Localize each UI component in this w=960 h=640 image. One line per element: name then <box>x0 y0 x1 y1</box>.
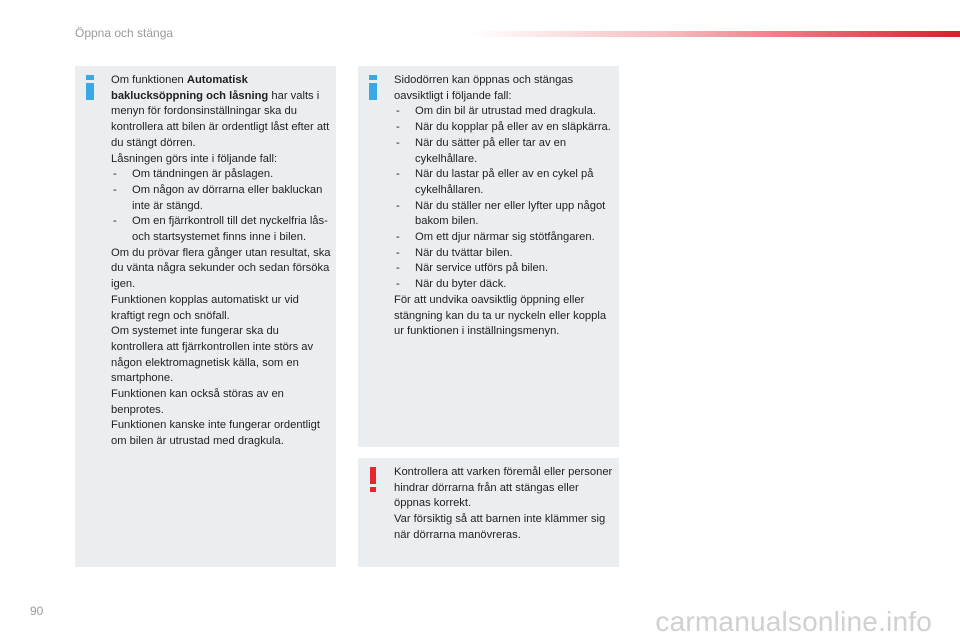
lock-heading: Låsningen görs inte i följande fall: <box>111 152 278 165</box>
page-number: 90 <box>30 604 44 618</box>
list-item: - När du kopplar på eller av en släpkärra. <box>394 120 616 136</box>
intro-paragraph: Om funktionen Automatisk baklucksöppning och låsning har valts i menyn för fordonsinställningar ska du kontrollera att bilen är ordentligt låst efter att du stängt dörren. <box>111 74 330 149</box>
info-text-right <box>394 73 616 340</box>
info-icon <box>86 75 94 100</box>
info-panel-side-door <box>358 66 619 447</box>
watermark: carmanualsonline.info <box>655 606 932 637</box>
list-item: - När du lastar på eller av en cykel på cykelhållaren. <box>394 167 616 198</box>
paragraph: Funktionen kan också störas av en benprotes. <box>111 388 284 416</box>
list-item: - När du sätter på eller tar av en cykelhållare. <box>394 136 616 167</box>
list-item: - Om tändningen är påslagen. <box>111 167 333 183</box>
list-item: - När du ställer ner eller lyfter upp något bakom bilen. <box>394 199 616 230</box>
lock-conditions-list <box>111 167 333 246</box>
header-accent-bar <box>470 31 960 37</box>
list-item: - Om din bil är utrustad med dragkula. <box>394 104 616 120</box>
outro-paragraph: För att undvika oavsiktlig öppning eller stängning kan du ta ur nyckeln eller koppla ur funktionen i inställningsmenyn. <box>394 293 607 338</box>
list-item: - När service utförs på bilen. <box>394 261 616 277</box>
list-item: - När du byter däck. <box>394 277 616 293</box>
list-item: - Om ett djur närmar sig stötfångaren. <box>394 230 616 246</box>
paragraph: Funktionen kopplas automatiskt ur vid kraftigt regn och snöfall. <box>111 293 299 322</box>
side-door-conditions-list <box>394 104 616 292</box>
list-item: - Om en fjärrkontroll till det nyckelfria lås- och startsystemet finns inne i bilen. <box>111 214 333 245</box>
warning-icon <box>369 467 377 492</box>
warning-panel <box>358 458 619 567</box>
info-panel-auto-tailgate <box>75 66 336 567</box>
paragraph: Kontrollera att varken föremål eller personer hindrar dörrarna från att stängas eller öppnas korrekt. <box>394 466 613 510</box>
info-icon <box>369 75 377 100</box>
paragraph: Om systemet inte fungerar ska du kontrollera att fjärrkontrollen inte störs av någon elektromagnetisk källa, som en smartphone. <box>111 325 314 385</box>
section-title: Öppna och stänga <box>75 26 174 40</box>
list-item: - Om någon av dörrarna eller bakluckan inte är stängd. <box>111 183 333 214</box>
warning-text <box>394 465 616 544</box>
feature-name: Automatisk baklucksöppning och låsning <box>111 74 269 102</box>
paragraph: Om du prövar flera gånger utan resultat, ska du vänta några sekunder och sedan försöka igen. <box>111 246 331 291</box>
list-item: - När du tvättar bilen. <box>394 246 616 262</box>
intro-paragraph: Sidodörren kan öppnas och stängas oavsiktligt i följande fall: <box>394 74 574 102</box>
paragraph: Funktionen kanske inte fungerar ordentligt om bilen är utrustad med dragkula. <box>111 419 320 448</box>
paragraph: Var försiktig så att barnen inte klämmer sig när dörrarna manövreras. <box>394 513 606 541</box>
info-text-left <box>111 73 333 450</box>
